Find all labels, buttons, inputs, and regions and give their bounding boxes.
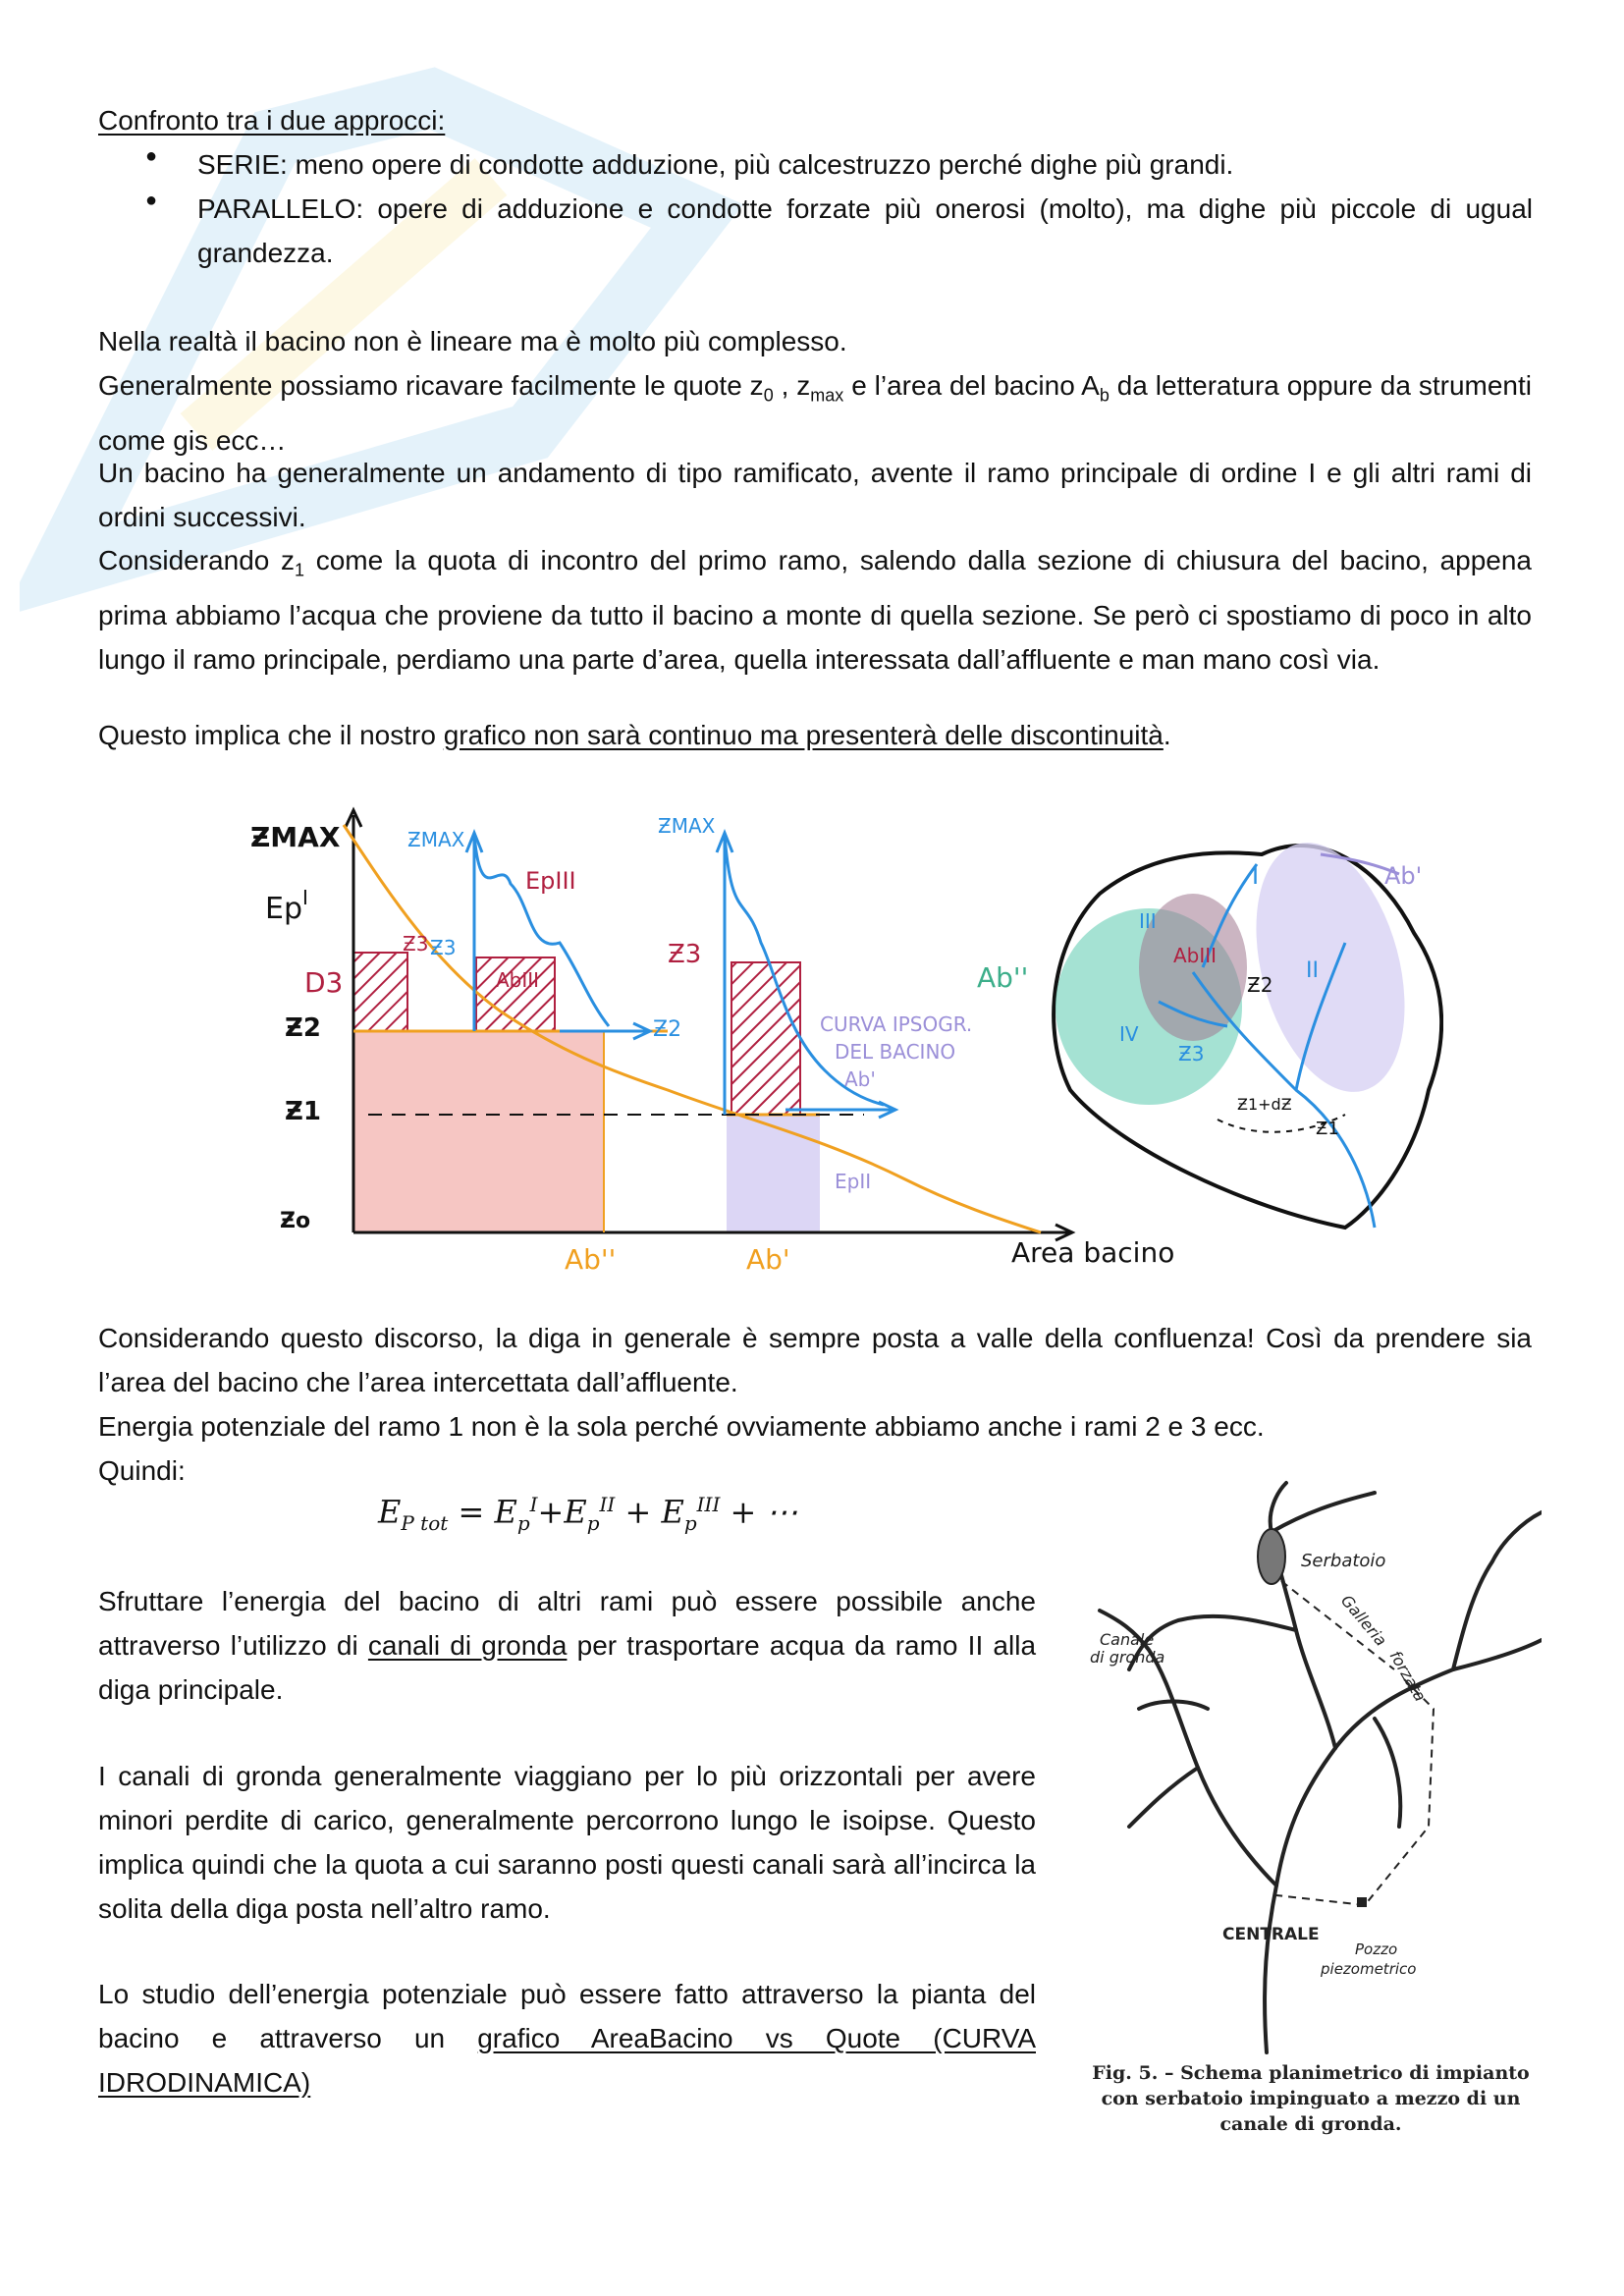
map-label-z3: Ƶ3 — [1178, 1042, 1205, 1066]
hatched-z3 — [731, 962, 800, 1115]
paragraph-studio-energia: Lo studio dell’energia potenziale può essere fatto attraverso la pianta del bacino e attraverso un grafico AreaBacino vs Quote (CURVA IDRODINAMICA) — [98, 1979, 1036, 2098]
fig5-caption: Fig. 5. – Schema planimetrico di impianto con serbatoio impinguato a mezzo di un canale di gronda. — [1092, 2062, 1530, 2135]
map-label-ab1: Ab' — [1384, 862, 1423, 890]
paragraph-quindi: Quindi: — [98, 1455, 186, 1486]
label-ab1-axis: Ab' — [746, 1243, 790, 1276]
map-label-II: II — [1306, 958, 1319, 983]
fig5-label-forzata: forzata — [1385, 1647, 1431, 1705]
map-label-ab3: AbIII — [1173, 944, 1218, 967]
hypsographic-sketch — [236, 795, 1443, 1286]
label-zmax-2: ƵMAX — [407, 828, 465, 851]
label-z3-b: Ƶ3 — [430, 936, 457, 959]
bullet-parallelo: PARALLELO: opere di adduzione e condotte forzate più onerosi (molto), ma dighe più piccole di ugual grandezza. — [197, 193, 1533, 268]
paragraph-z1: Considerando $z_1$ come la quota di incontro del primo ramo, salendo dalla sezione di chiusura del bacino, appena prima abbiamo l’acqua che proviene da tutto il bacino a monte di quella sezione. Se però ci spostiamo di poco in alto lungo il ramo principale, perdiamo una parte d’area, quella interessata dall’affluente e man mano così via. — [98, 545, 1533, 675]
area-ab2-fill — [353, 1031, 604, 1232]
label-z1: Ƶ1 — [285, 1097, 321, 1126]
bullet-dot: ● — [145, 190, 158, 211]
label-ep3: EpIII — [525, 867, 576, 895]
label-zmax: ƵMAX — [250, 821, 341, 853]
paragraph-ramificato: Un bacino ha generalmente un andamento di tipo ramificato, avente il ramo principale di ordine I e gli altri rami di ordini successivi. — [98, 458, 1532, 532]
label-ep2: EpII — [835, 1170, 872, 1193]
label-ab2-axis: Ab'' — [565, 1243, 617, 1276]
map-label-I: I — [1252, 862, 1260, 890]
label-curva-3: Ab' — [844, 1067, 876, 1091]
map-label-z1dz: Ƶ1+dƵ — [1237, 1095, 1292, 1114]
map-label-z1: Ƶ1 — [1316, 1119, 1339, 1139]
label-ep1: $Ep^I$ — [265, 886, 308, 926]
hatched-d3 — [353, 953, 407, 1031]
fig5-label-serbatoio: Serbatoio — [1301, 1551, 1386, 1571]
bullet-dot: ● — [145, 145, 158, 167]
map-label-III: III — [1139, 909, 1157, 933]
paragraph-quote: Generalmente possiamo ricavare facilmente le quote $z_0$ , $z_{max}$ e l’area del bacino $A_b$ da letteratura oppure da strumenti come gis ecc… — [98, 370, 1532, 456]
bullet-serie: SERIE: meno opere di condotte adduzione, più calcestruzzo perché dighe più grandi. — [197, 149, 1234, 180]
paragraph-canali-gronda: Sfruttare l’energia del bacino di altri rami può essere possibile anche attraverso l’utilizzo di canali di gronda per trasportare acqua da ramo II alla diga principale. — [98, 1586, 1037, 1705]
label-curva-2: DEL BACINO — [835, 1040, 956, 1064]
label-curva-1: CURVA IPSOGR. — [820, 1012, 973, 1036]
paragraph-energia-ramo: Energia potenziale del ramo 1 non è la sola perché ovviamente abbiamo anche i rami 2 e 3 ecc. — [98, 1411, 1265, 1442]
fig5-label-centrale: CENTRALE — [1222, 1925, 1320, 1944]
serbatoio-blob — [1258, 1529, 1285, 1584]
label-z2: Ƶ2 — [285, 1013, 321, 1043]
label-zmax-3: ƵMAX — [658, 814, 716, 838]
label-z3-c: Ƶ3 — [668, 940, 702, 969]
fig5-label-canale: Canale — [1100, 1630, 1155, 1649]
paragraph-discontinuita: Questo implica che il nostro grafico non sarà continuo ma presenterà delle discontinuità. — [98, 720, 1171, 750]
fig5-label-pozzo: Pozzo — [1355, 1941, 1398, 1958]
label-ab3: AbIII — [496, 968, 540, 992]
paragraph-diga-valle: Considerando questo discorso, la diga in generale è sempre posta a valle della confluenza! Così da prendere sia l’area del bacino che l’area intercettata dall’affluente. — [98, 1323, 1532, 1397]
map-label-ab2: Ab'' — [977, 961, 1029, 994]
equation-ep-tot: $E_{P tot} = E_p^I+E_p^{II} + E_p^{III}$ + ⋯ — [378, 1493, 798, 1536]
fig5-label-galleria: Galleria — [1336, 1591, 1391, 1650]
paragraph-bacino-complesso: Nella realtà il bacino non è lineare ma è molto più complesso. — [98, 326, 847, 356]
label-z2-arrow: Ƶ2 — [653, 1017, 682, 1042]
fig5-label-piezometrico: piezometrico — [1321, 1960, 1417, 1978]
paragraph-orizzontali: I canali di gronda generalmente viaggiano per lo più orizzontali per avere minori perdite di carico, generalmente percorrono lungo le isoipse. Questo implica quindi che la quota a cui saranno posti questi canali sarà all’incirca la solita della diga posta nell’altro ramo. — [98, 1761, 1036, 1924]
basin-map — [977, 826, 1441, 1228]
label-d3: D3 — [304, 966, 344, 999]
area-ab1-fill — [727, 1115, 820, 1232]
fig5-schema-planimetrico — [1080, 1473, 1542, 2062]
map-label-z2: Ƶ2 — [1247, 973, 1273, 997]
label-area-bacino: Area bacino — [1011, 1236, 1175, 1269]
fig5-label-di-gronda: di gronda — [1090, 1648, 1165, 1667]
map-label-IV: IV — [1119, 1022, 1139, 1046]
section-heading: Confronto tra i due approcci: — [98, 105, 446, 136]
label-z0: Ƶo — [280, 1209, 311, 1233]
label-z3-a: Ƶ3 — [403, 932, 429, 956]
